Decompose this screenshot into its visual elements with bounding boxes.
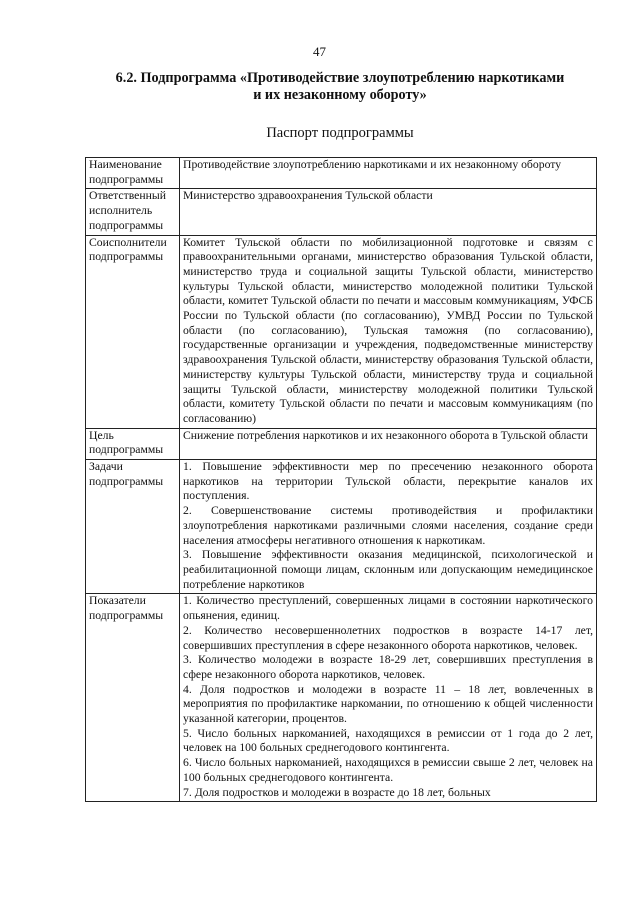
row-paragraph: Комитет Тульской области по мобилизационной подготовке и связям с правоохранительными органами, министерство образования Тульской области, министерство труда и социальной защиты Тульской области, министерство культуры Тульской области, министерство молодежной политики Тульской области, комитет Тульской области по печати и массовым коммуникациям, УФСБ России по Тульской области (по согласованию), УМВД России по Тульской области (по согласованию), Тульская таможня (по согласованию), государственные организации и учреждения, подведомственные министерству здравоохранения Тульской области, министерству образования Тульской области, министерству культуры Тульской области, министерству труда и социальной защиты Тульской области, министерству молодежной политики Тульской области, комитету Тульской области по печати и массовым коммуникациям (по согласованию) <box>183 235 593 425</box>
row-paragraph: 4. Доля подростков и молодежи в возрасте 11 – 18 лет, вовлеченных в мероприятия по профилактике наркомании, по отношению к общей численности указанной категории, процентов. <box>183 682 593 726</box>
passport-table <box>85 157 597 802</box>
row-paragraph: 6. Число больных наркоманией, находящихся в ремиссии свыше 2 лет, человек на 100 больных среднегодового контингента. <box>183 756 593 784</box>
section-title-line-2: и их незаконному обороту» <box>253 87 427 103</box>
row-value <box>180 460 597 594</box>
row-value <box>180 428 597 459</box>
section-title-line-1: 6.2. Подпрограмма «Противодействие злоупотреблению наркотиками <box>115 70 565 86</box>
row-paragraph: 1. Количество преступлений, совершенных лицами в состоянии наркотического опьянения, единиц. <box>183 594 593 623</box>
row-paragraph: 5. Число больных наркоманией, находящихся в ремиссии от 1 года до 2 лет, человек на 100 больных среднегодового контингента. <box>183 726 593 755</box>
row-paragraph: Противодействие злоупотреблению наркотиками и их незаконному обороту <box>183 158 562 171</box>
row-paragraph: 7. Доля подростков и молодежи в возрасте до 18 лет, больных <box>183 785 491 799</box>
row-paragraph: 1. Повышение эффективности мер по пресечению незаконного оборота наркотиков на территории Тульской области, перекрытие каналов их поступления. <box>183 460 593 503</box>
table-row-executor <box>86 189 597 235</box>
row-label: Соисполнители подпрограммы <box>86 235 180 428</box>
table-row-coexecutors <box>86 235 597 428</box>
row-label: Ответственный исполнитель подпрограммы <box>86 189 180 235</box>
row-paragraph: Министерство здравоохранения Тульской области <box>183 189 433 203</box>
passport-title: Паспорт подпрограммы <box>266 125 414 141</box>
row-label: Цель подпрограммы <box>86 428 180 459</box>
row-paragraph: 3. Повышение эффективности оказания медицинской, психологической и реабилитационной помощи лицам, склонным или допускающим немедицинское потребление наркотиков <box>183 548 593 591</box>
row-paragraph: 2. Количество несовершеннолетних подростков в возрасте 14-17 лет, совершивших преступления в сфере незаконного оборота наркотиков, человек. <box>183 623 593 652</box>
table-row-tasks <box>86 460 597 594</box>
section-title <box>60 70 620 104</box>
table-row-goal <box>86 428 597 459</box>
table-row-name <box>86 158 597 189</box>
row-value <box>180 158 597 189</box>
row-label: Наименование подпрограммы <box>86 158 180 189</box>
row-paragraph: 3. Количество молодежи в возрасте 18-29 лет, совершивших преступления в сфере незаконного оборота наркотиков, человек. <box>183 653 593 681</box>
row-label: Задачи подпрограммы <box>86 460 180 594</box>
row-value <box>180 235 597 428</box>
row-paragraph: 2. Совершенствование системы противодействия и профилактики злоупотребления наркотиками различными слоями населения, создание среди населения атмосферы негативного отношения к наркотикам. <box>183 504 593 547</box>
row-value <box>180 594 597 802</box>
table-row-indicators <box>86 594 597 802</box>
row-value <box>180 189 597 235</box>
page-number: 47 <box>313 44 326 59</box>
row-paragraph: Снижение потребления наркотиков и их незаконного оборота в Тульской области <box>183 428 589 442</box>
row-label: Показатели подпрограммы <box>86 594 180 802</box>
